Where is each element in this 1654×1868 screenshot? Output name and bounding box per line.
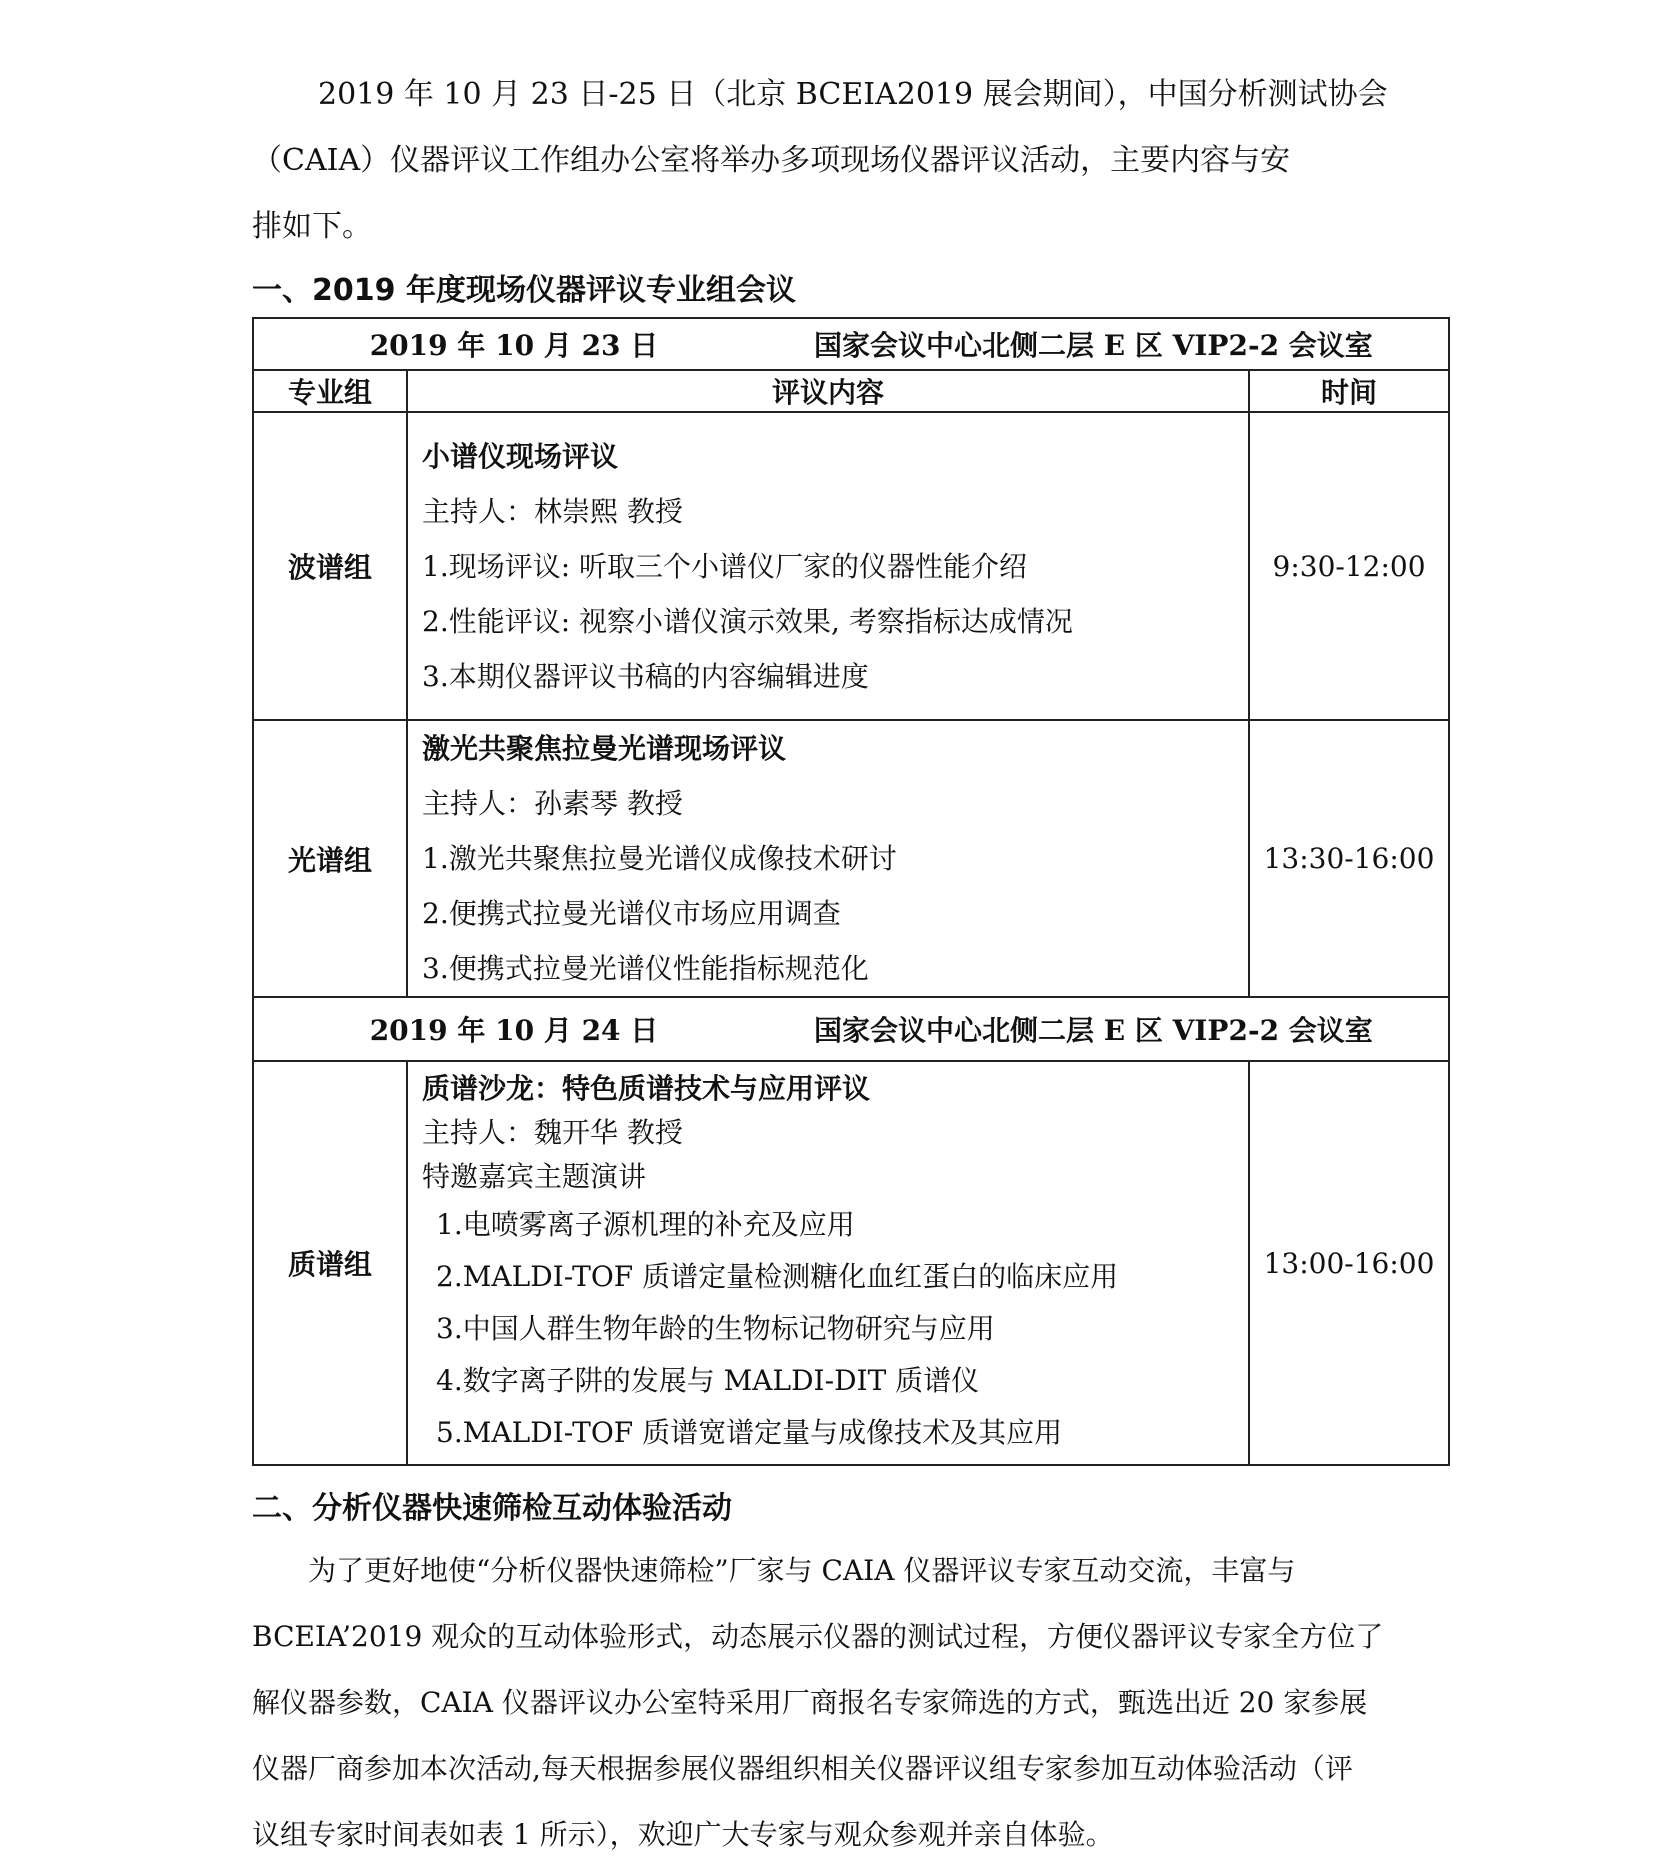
intro-line: 2019 年 10 月 23 日-25 日（北京 BCEIA2019 展会期间），中国分析测试协会 [318,77,1388,112]
intro-paragraph [252,62,1452,260]
session-subtitle: 特邀嘉宾主题演讲 [422,1160,647,1193]
schedule-date: 2019 年 10 月 23 日 [369,329,659,362]
review-content [407,1061,1249,1465]
intro-line: （CAIA）仪器评议工作组办公室将举办多项现场仪器评议活动，主要内容与安 [252,143,1291,178]
session-title: 质谱沙龙：特色质谱技术与应用评议 [422,1072,871,1105]
session-time: 9:30-12:00 [1249,412,1449,720]
review-content [407,720,1249,997]
group-name: 质谱组 [253,1061,407,1465]
agenda-item: 2.便携式拉曼光谱仪市场应用调查 [422,897,841,930]
column-header-time: 时间 [1249,370,1449,412]
meeting-schedule-table [252,317,1450,1466]
date-row-day1 [253,318,1449,370]
agenda-item: 5.MALDI-TOF 质谱宽谱定量与成像技术及其应用 [436,1416,1063,1449]
session-time: 13:30-16:00 [1249,720,1449,997]
agenda-item: 1.电喷雾离子源机理的补充及应用 [436,1208,855,1241]
schedule-date: 2019 年 10 月 24 日 [369,1014,659,1047]
host-line: 主持人：孙素琴 教授 [422,787,683,820]
table-header-row [253,370,1449,412]
table-row [253,1061,1449,1465]
group-name: 光谱组 [253,720,407,997]
column-header-group: 专业组 [253,370,407,412]
section-1-heading: 一、2019 年度现场仪器评议专业组会议 [252,273,796,308]
session-time: 13:00-16:00 [1249,1061,1449,1465]
body-line: 仪器厂商参加本次活动,每天根据参展仪器组织相关仪器评议组专家参加互动体验活动（评 [252,1752,1353,1785]
agenda-item: 2.性能评议: 视察小谱仪演示效果, 考察指标达成情况 [422,604,1073,638]
agenda-item: 2.MALDI-TOF 质谱定量检测糖化血红蛋白的临床应用 [436,1260,1119,1293]
section-2-heading: 二、分析仪器快速筛检互动体验活动 [252,1491,732,1526]
section-2-paragraph [252,1538,1452,1868]
agenda-item: 3.本期仪器评议书稿的内容编辑进度 [422,659,869,693]
column-header-content: 评议内容 [407,370,1249,412]
agenda-item: 1.激光共聚焦拉曼光谱仪成像技术研讨 [422,842,897,875]
body-line: 解仪器参数，CAIA 仪器评议办公室特采用厂商报名专家筛选的方式，甄选出近 20 家参展 [252,1686,1368,1719]
agenda-item: 3.便携式拉曼光谱仪性能指标规范化 [422,952,869,985]
group-name: 波谱组 [253,412,407,720]
agenda-item: 4.数字离子阱的发展与 MALDI-DIT 质谱仪 [436,1364,980,1397]
body-line: BCEIA’2019 观众的互动体验形式，动态展示仪器的测试过程，方便仪器评议专家全方位了 [252,1620,1384,1653]
intro-line: 排如下。 [252,209,372,244]
date-row-day2 [253,997,1449,1061]
table-row [253,720,1449,997]
review-content [407,412,1249,720]
schedule-venue: 国家会议中心北侧二层 E 区 VIP2-2 会议室 [814,1014,1373,1047]
agenda-item: 1.现场评议: 听取三个小谱仪厂家的仪器性能介绍 [422,549,1028,583]
host-line: 主持人：魏开华 教授 [422,1116,683,1149]
body-line: 议组专家时间表如表 1 所示），欢迎广大专家与观众参观并亲自体验。 [252,1818,1114,1851]
session-title: 激光共聚焦拉曼光谱现场评议 [422,732,787,765]
schedule-venue: 国家会议中心北侧二层 E 区 VIP2-2 会议室 [814,329,1373,362]
host-line: 主持人：林崇熙 教授 [422,494,683,528]
session-title: 小谱仪现场评议 [422,439,619,473]
agenda-item: 3.中国人群生物年龄的生物标记物研究与应用 [436,1312,995,1345]
body-line: 为了更好地使“分析仪器快速筛检”厂家与 CAIA 仪器评议专家互动交流，丰富与 [308,1554,1296,1587]
table-row [253,412,1449,720]
